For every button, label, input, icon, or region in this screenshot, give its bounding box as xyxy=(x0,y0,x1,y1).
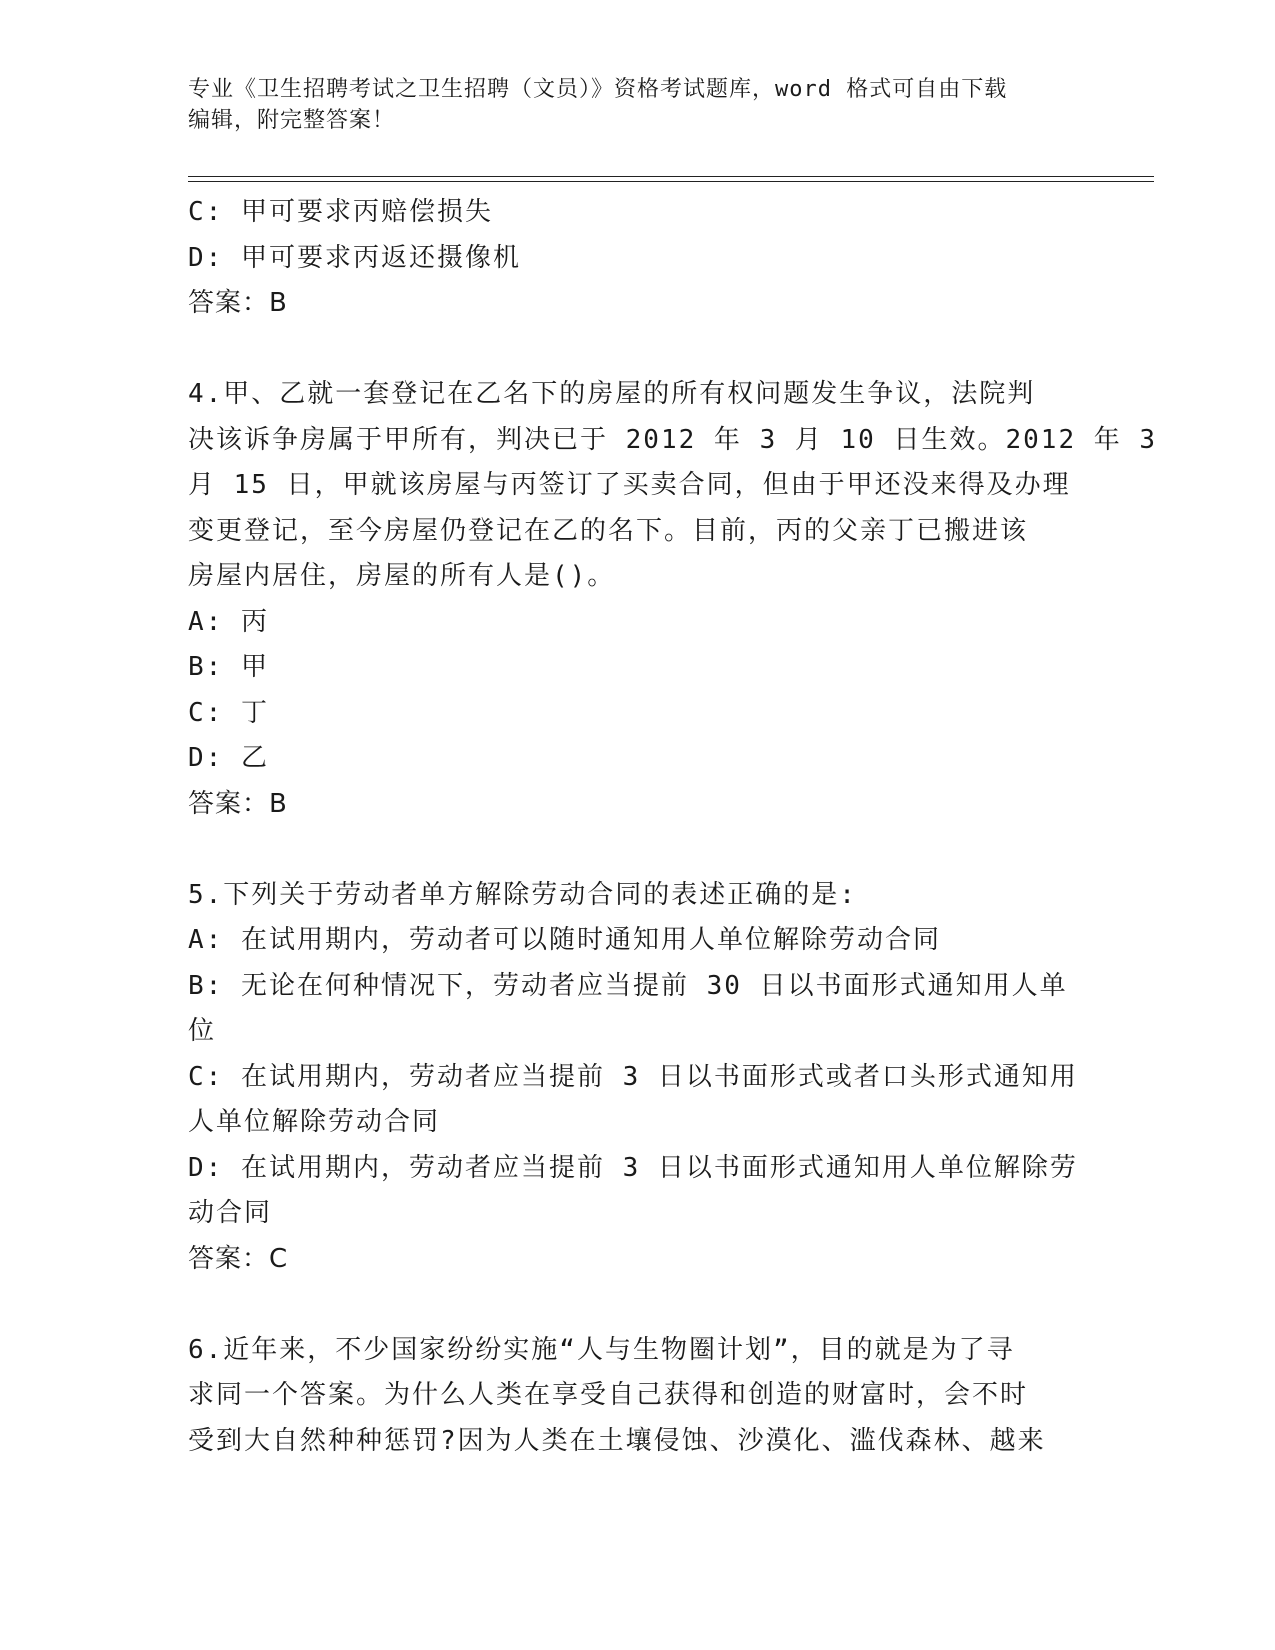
option-a: A: 丙 xyxy=(188,606,269,637)
question-stem-line: 变更登记，至今房屋仍登记在乙的名下。目前，丙的父亲丁已搬进该 xyxy=(188,515,1029,546)
question-3 xyxy=(188,190,1088,327)
spacer xyxy=(188,1282,1088,1328)
question-6 xyxy=(188,1328,1088,1465)
answer-line: 答案：C xyxy=(188,1243,289,1274)
question-stem-line: 4.甲、乙就一套登记在乙名下的房屋的所有权问题发生争议，法院判 xyxy=(188,379,1036,409)
document-header xyxy=(188,74,1088,136)
question-4 xyxy=(188,372,1158,827)
header-title-line-1: 专业《卫生招聘考试之卫生招聘（文员）》资格考试题库，word 格式可自由下载 xyxy=(188,77,1008,102)
question-content xyxy=(188,190,1158,1464)
option-a: A: 在试用期内，劳动者可以随时通知用人单位解除劳动合同 xyxy=(188,925,941,955)
answer-line: 答案：B xyxy=(188,788,288,819)
option-c: C: 甲可要求丙赔偿损失 xyxy=(188,197,493,227)
option-c-continued: 人单位解除劳动合同 xyxy=(188,1107,441,1137)
option-c: C: 丁 xyxy=(188,697,269,728)
option-d: D: 甲可要求丙返还摄像机 xyxy=(188,242,521,273)
spacer xyxy=(188,327,1088,373)
option-b: B: 甲 xyxy=(188,652,269,682)
header-title-line-2: 编辑，附完整答案！ xyxy=(188,108,396,133)
answer-line: 答案：B xyxy=(188,288,288,318)
option-d-continued: 动合同 xyxy=(188,1198,273,1228)
question-stem-line: 房屋内居住，房屋的所有人是()。 xyxy=(188,561,616,591)
question-stem-line: 5.下列关于劳动者单方解除劳动合同的表述正确的是: xyxy=(188,879,857,910)
option-b: B: 无论在何种情况下，劳动者应当提前 30 日以书面形式通知用人单 xyxy=(188,970,1068,1001)
header-divider-bottom xyxy=(188,181,1154,182)
question-stem-line: 月 15 日，甲就该房屋与丙签订了买卖合同，但由于甲还没来得及办理 xyxy=(188,470,1071,500)
question-stem-line: 受到大自然种种惩罚?因为人类在土壤侵蚀、沙漠化、滥伐森林、越来 xyxy=(188,1425,1046,1456)
option-c: C: 在试用期内，劳动者应当提前 3 日以书面形式或者口头形式通知用 xyxy=(188,1061,1078,1092)
option-b-continued: 位 xyxy=(188,1016,217,1046)
header-divider-top xyxy=(188,176,1154,177)
spacer xyxy=(188,827,1088,873)
question-stem-line: 决该诉争房属于甲所有，判决已于 2012 年 3 月 10 日生效。2012 年 3 xyxy=(188,424,1158,455)
option-d: D: 在试用期内，劳动者应当提前 3 日以书面形式通知用人单位解除劳 xyxy=(188,1152,1078,1183)
option-d: D: 乙 xyxy=(188,743,269,773)
question-stem-line: 求同一个答案。为什么人类在享受自己获得和创造的财富时，会不时 xyxy=(188,1380,1029,1410)
question-stem-line: 6.近年来，不少国家纷纷实施“人与生物圈计划”，目的就是为了寻 xyxy=(188,1334,1015,1365)
question-5 xyxy=(188,873,1088,1283)
